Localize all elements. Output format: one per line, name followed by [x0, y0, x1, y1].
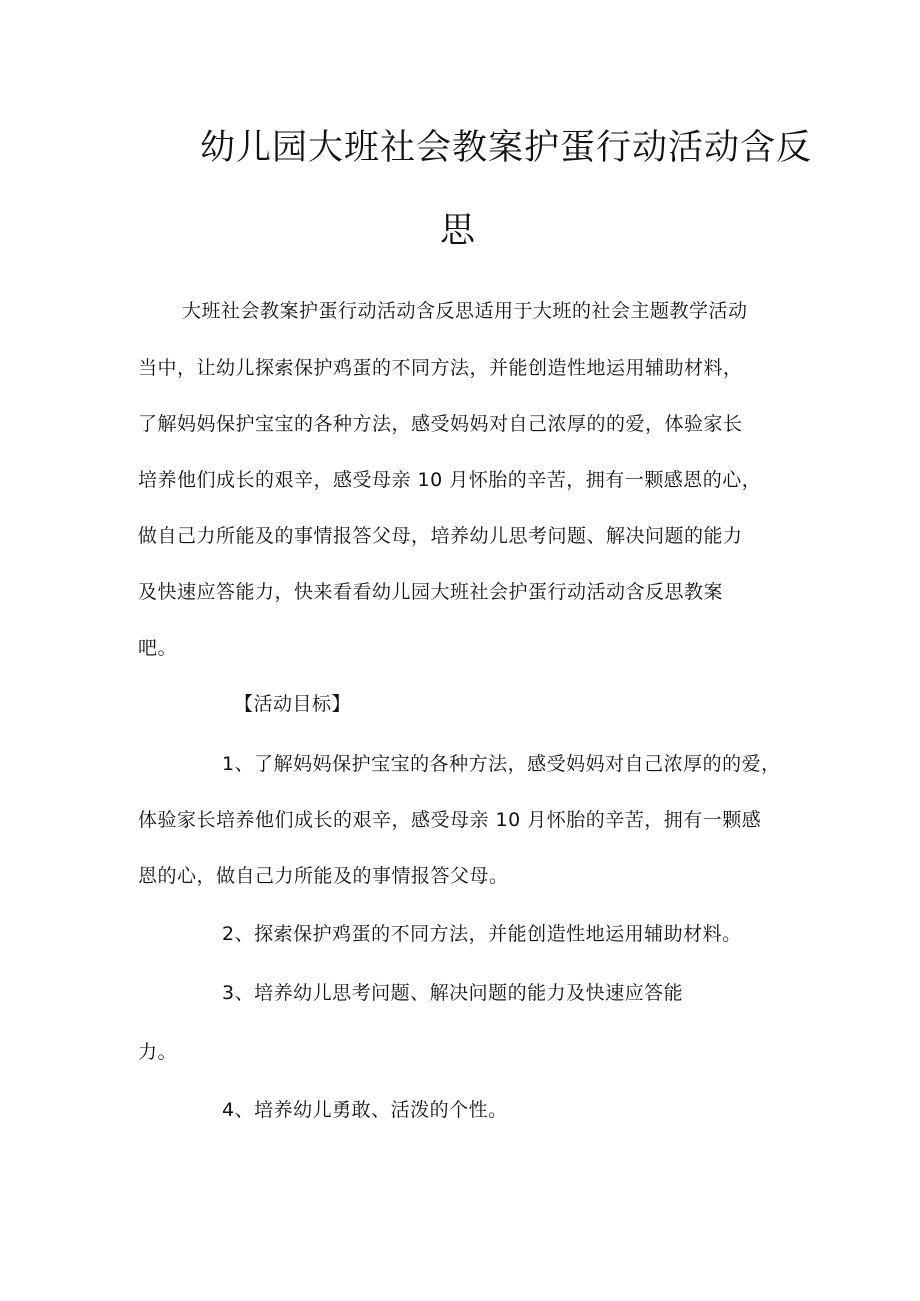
intro-line-4: 培养他们成长的艰辛，感受母亲 10 月怀胎的辛苦，拥有一颗感恩的心，	[138, 469, 762, 491]
document-title-line-2: 思	[440, 211, 477, 251]
goal-1-line-1: 1、了解妈妈保护宝宝的各种方法，感受妈妈对自己浓厚的的爱，	[222, 753, 781, 775]
goal-3-line-1: 3、培养幼儿思考问题、解决问题的能力及快速应答能	[222, 982, 684, 1004]
intro-line-3: 了解妈妈保护宝宝的各种方法，感受妈妈对自己浓厚的的爱，体验家长	[138, 413, 743, 435]
goal-1-line-3: 恩的心，做自己力所能及的事情报答父母。	[138, 865, 509, 887]
goal-2: 2、探索保护鸡蛋的不同方法，并能创造性地运用辅助材料。	[222, 923, 742, 945]
intro-line-2: 当中，让幼儿探索保护鸡蛋的不同方法，并能创造性地运用辅助材料，	[138, 357, 743, 379]
intro-line-7: 吧。	[138, 637, 178, 659]
document-title-line-1: 幼儿园大班社会教案护蛋行动活动含反	[200, 128, 813, 168]
goal-1-line-2: 体验家长培养他们成长的艰辛，感受母亲 10 月怀胎的辛苦，拥有一颗感	[138, 809, 762, 831]
goal-3-line-2: 力。	[138, 1041, 178, 1063]
intro-line-5: 做自己力所能及的事情报答父母，培养幼儿思考问题、解决问题的能力	[138, 525, 743, 547]
section-heading-activity-goals: 【活动目标】	[234, 693, 352, 715]
intro-line-6: 及快速应答能力，快来看看幼儿园大班社会护蛋行动活动含反思教案	[138, 581, 724, 603]
intro-line-1: 大班社会教案护蛋行动活动含反思适用于大班的社会主题教学活动	[182, 300, 748, 322]
goal-4: 4、培养幼儿勇敢、活泼的个性。	[222, 1099, 508, 1121]
